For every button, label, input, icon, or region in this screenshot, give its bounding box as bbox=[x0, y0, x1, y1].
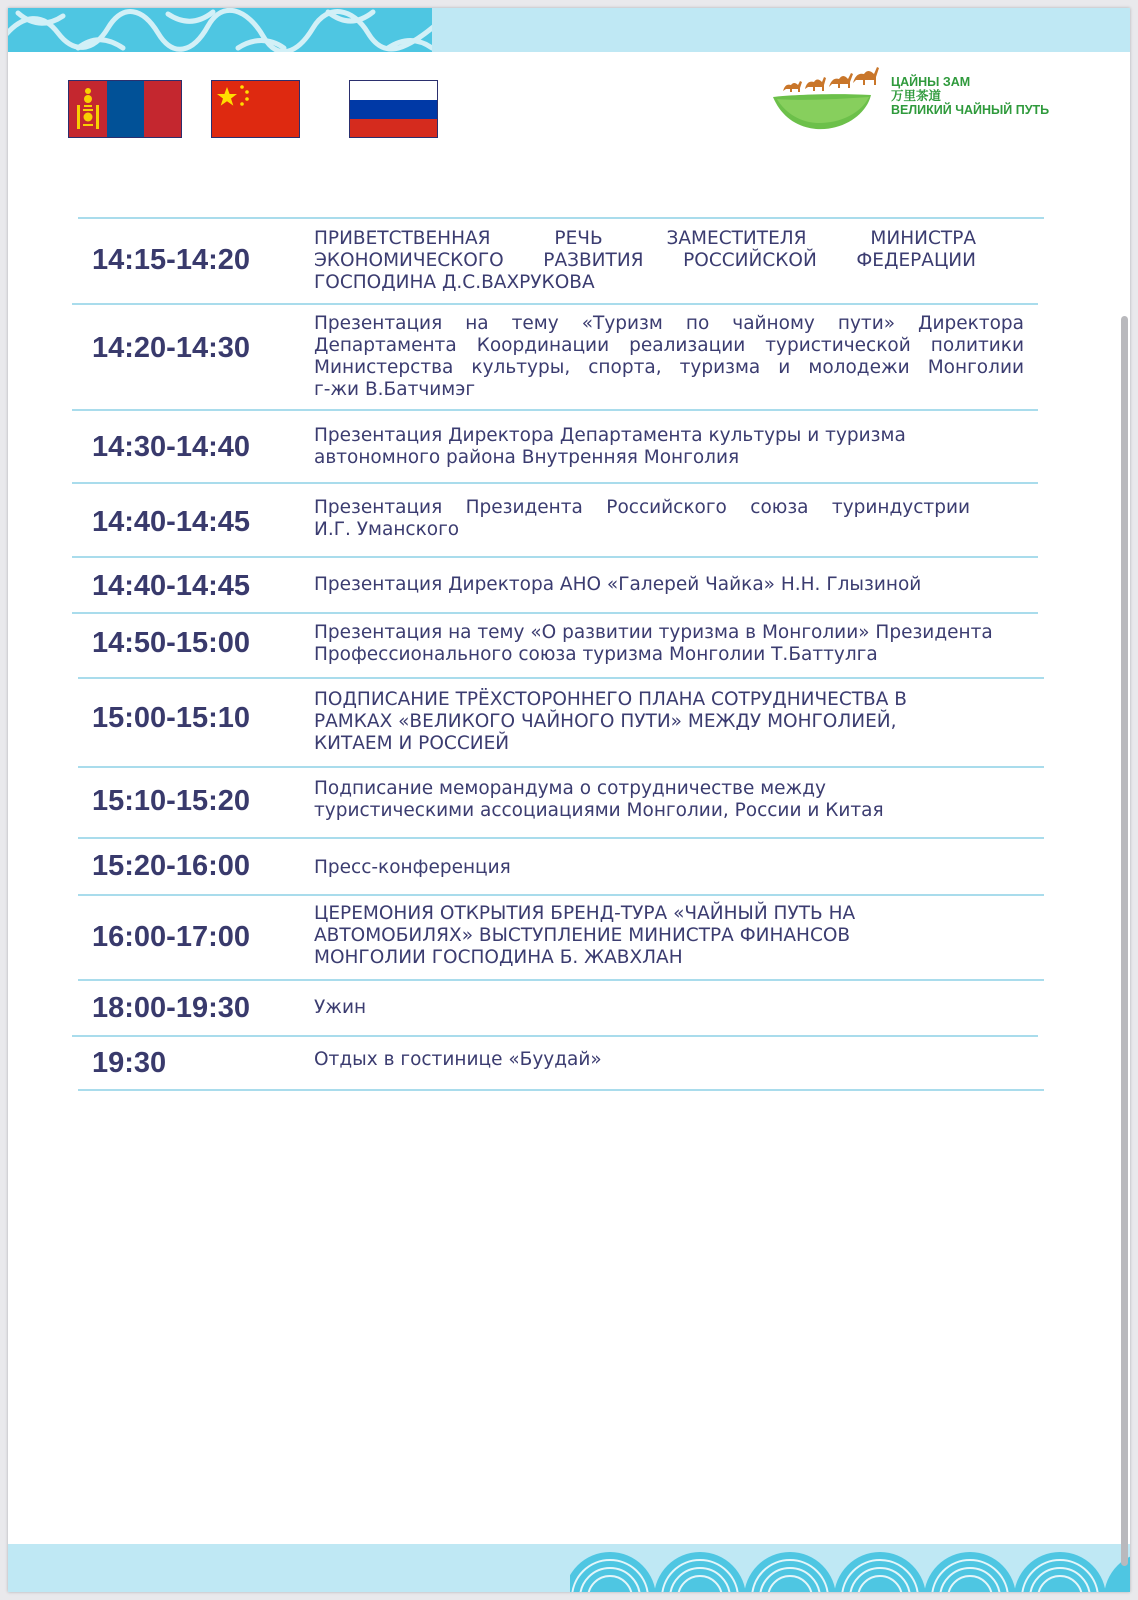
description-line: Министерства культуры, спорта, туризма и молодежи Монголии bbox=[314, 357, 1024, 378]
row-divider bbox=[78, 677, 1044, 679]
row-divider bbox=[72, 482, 1038, 484]
row-divider bbox=[72, 612, 1038, 614]
description-line: ПРИВЕТСТВЕННАЯ РЕЧЬ ЗАМЕСТИТЕЛЯ МИНИСТРА bbox=[314, 228, 976, 249]
agenda-table bbox=[8, 8, 1130, 1108]
agenda-time: 14:40-14:45 bbox=[92, 506, 250, 538]
document-page bbox=[8, 8, 1130, 1592]
row-divider bbox=[72, 556, 1038, 558]
row-divider bbox=[78, 766, 1044, 768]
agenda-time: 16:00-17:00 bbox=[92, 921, 250, 953]
description-line: Презентация на тему «Туризм по чайному пути» Директора bbox=[314, 313, 1024, 334]
description-line: ГОСПОДИНА Д.С.ВАХРУКОВА bbox=[314, 272, 595, 293]
agenda-description bbox=[314, 1049, 1030, 1071]
description-line: И.Г. Уманского bbox=[314, 519, 460, 540]
agenda-time: 14:15-14:20 bbox=[92, 244, 250, 276]
description-line: Департамента Координации реализации туристической политики bbox=[314, 335, 1024, 356]
logo-line-chinese: 万里茶道 bbox=[891, 89, 942, 103]
description-line: Презентация Директора Департамента культуры и туризма bbox=[314, 425, 906, 446]
agenda-description bbox=[314, 622, 1030, 666]
row-divider bbox=[78, 979, 1044, 981]
description-line: Презентация Президента Российского союза туриндустрии bbox=[314, 497, 970, 518]
agenda-time: 15:00-15:10 bbox=[92, 702, 250, 734]
agenda-time: 14:20-14:30 bbox=[92, 332, 250, 364]
description-line: г-жи В.Батчимэг bbox=[314, 379, 476, 400]
agenda-description bbox=[314, 689, 1030, 755]
logo-line-mongolian: ЦАЙНЫ ЗАМ bbox=[891, 75, 971, 89]
agenda-description bbox=[314, 497, 970, 541]
agenda-description bbox=[314, 313, 1024, 401]
row-divider bbox=[72, 303, 1038, 305]
agenda-time: 15:20-16:00 bbox=[92, 850, 250, 882]
description-line: туристическими ассоциациями Монголии, России и Китая bbox=[314, 800, 884, 821]
agenda-time: 14:30-14:40 bbox=[92, 431, 250, 463]
logo-line-russian: ВЕЛИКИЙ ЧАЙНЫЙ ПУТЬ bbox=[891, 103, 1050, 117]
agenda-time: 14:50-15:00 bbox=[92, 627, 250, 659]
description-line: Пресс-конференция bbox=[314, 857, 511, 878]
agenda-description bbox=[314, 425, 1024, 469]
description-line: АВТОМОБИЛЯХ» ВЫСТУПЛЕНИЕ МИНИСТРА ФИНАНСОВ bbox=[314, 925, 851, 946]
agenda-description bbox=[314, 228, 976, 294]
agenda-time: 15:10-15:20 bbox=[92, 785, 250, 817]
description-line: РАМКАХ «ВЕЛИКОГО ЧАЙНОГО ПУТИ» МЕЖДУ МОНГОЛИЕЙ, bbox=[314, 711, 897, 732]
agenda-description bbox=[314, 778, 1030, 822]
bottom-wave-pattern bbox=[570, 1536, 1130, 1592]
agenda-description bbox=[314, 997, 1030, 1019]
description-line: Презентация Директора АНО «Галерей Чайка» Н.Н. Глызиной bbox=[314, 574, 922, 595]
agenda-time: 19:30 bbox=[92, 1047, 167, 1079]
description-line: ЦЕРЕМОНИЯ ОТКРЫТИЯ БРЕНД-ТУРА «ЧАЙНЫЙ ПУТЬ НА bbox=[314, 903, 856, 924]
description-line: Ужин bbox=[314, 997, 367, 1018]
row-divider bbox=[78, 837, 1044, 839]
row-divider bbox=[72, 409, 1038, 411]
agenda-description bbox=[314, 574, 1024, 596]
description-line: Подписание меморандума о сотрудничестве между bbox=[314, 778, 826, 799]
description-line: автономного района Внутренняя Монголия bbox=[314, 447, 740, 468]
row-divider bbox=[78, 1089, 1044, 1091]
agenda-description bbox=[314, 857, 1030, 879]
description-line: КИТАЕМ И РОССИЕЙ bbox=[314, 733, 510, 754]
description-line: ЭКОНОМИЧЕСКОГО РАЗВИТИЯ РОССИЙСКОЙ ФЕДЕРАЦИИ bbox=[314, 250, 976, 271]
row-divider bbox=[78, 894, 1044, 896]
row-divider bbox=[72, 1035, 1038, 1037]
description-line: Презентация на тему «О развитии туризма в Монголии» Президента bbox=[314, 622, 993, 643]
description-line: МОНГОЛИИ ГОСПОДИНА Б. ЖАВХЛАН bbox=[314, 947, 683, 968]
agenda-time: 14:40-14:45 bbox=[92, 570, 250, 602]
row-divider bbox=[78, 217, 1044, 219]
description-line: Профессионального союза туризма Монголии Т.Баттулга bbox=[314, 644, 878, 665]
vertical-scrollbar[interactable] bbox=[1121, 316, 1128, 1566]
agenda-time: 18:00-19:30 bbox=[92, 992, 250, 1024]
description-line: ПОДПИСАНИЕ ТРЁХСТОРОННЕГО ПЛАНА СОТРУДНИЧЕСТВА В bbox=[314, 689, 907, 710]
description-line: Отдых в гостинице «Буудай» bbox=[314, 1049, 602, 1070]
agenda-description bbox=[314, 903, 1030, 969]
